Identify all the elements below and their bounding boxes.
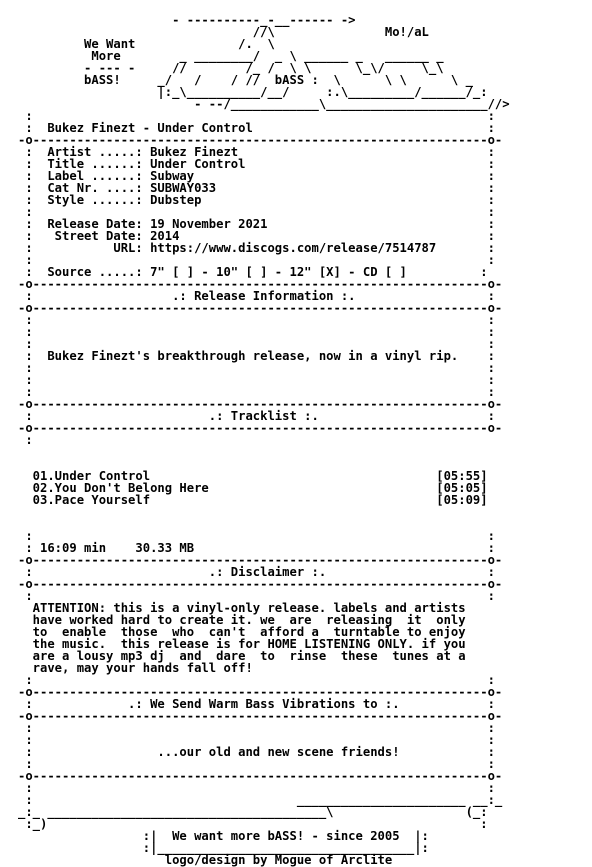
nfo-line: -o--------------------------------------------------------------o- (18, 769, 503, 783)
nfo-line: 02.You Don't Belong Here [05:05] (18, 481, 488, 495)
nfo-line: : : (18, 589, 495, 603)
nfo-line: : (18, 433, 33, 447)
nfo-line: We Want /. \ (18, 37, 275, 51)
nfo-line: : .: Disclaimer :. : (18, 565, 495, 579)
nfo-line: : Cat Nr. ....: SUBWAY033 : (18, 181, 495, 195)
nfo-line: the music. this release is for HOME LISTENING ONLY. if you (18, 637, 466, 651)
nfo-line: :_) : (18, 817, 488, 831)
nfo-line: to enable those who can't afford a turntable to enjoy (18, 625, 466, 639)
nfo-line: : .: We Send Warm Bass Vibrations to :. : (18, 697, 495, 711)
nfo-line: -o--------------------------------------------------------------o- (18, 709, 503, 723)
nfo-line: : : (18, 385, 495, 399)
nfo-line: : ...our old and new scene friends! : (18, 745, 495, 759)
nfo-line: : : (18, 373, 495, 387)
nfo-line: bASS! _/ / / // bASS : \ \ \ \ _ (18, 73, 473, 87)
nfo-line: //\ Mo!/aL (18, 25, 429, 39)
nfo-line: More _ ________/ _ \ ______ _ ______ _ (18, 49, 444, 63)
nfo-line: have worked hard to create it. we are releasing it only (18, 613, 466, 627)
nfo-line: - --/____________\______________________//> (18, 97, 510, 111)
nfo-line: : Style ......: Dubstep : (18, 193, 495, 207)
nfo-line: : : (18, 733, 495, 747)
nfo-line: : .: Release Information :. : (18, 289, 495, 303)
nfo-line: 03.Pace Yourself [05:09] (18, 493, 488, 507)
nfo-line: |:_\__________/__/ :.\_________/______/_: (18, 85, 488, 99)
nfo-line: : : (18, 205, 495, 219)
nfo-line: _:_ ______________________________________\ (_: (18, 805, 488, 819)
nfo-line: : : (18, 313, 495, 327)
nfo-line: - --- - // /_ / \ \ \_\/ \_\ (18, 61, 444, 75)
nfo-line: -o--------------------------------------------------------------o- (18, 277, 503, 291)
nfo-line: : Street Date: 2014 : (18, 229, 495, 243)
nfo-line: :|___________________________________|: (18, 841, 429, 855)
nfo-line: - ----------_-__------ -> (18, 13, 356, 27)
nfo-text (18, 14, 510, 866)
nfo-line: : _______________________ __:_ (18, 793, 503, 807)
nfo-line: :| We want more bASS! - since 2005 |: (18, 829, 429, 843)
nfo-line: : : (18, 529, 495, 543)
nfo-line: : : (18, 337, 495, 351)
nfo-line: : : (18, 361, 495, 375)
nfo-line: : Bukez Finezt's breakthrough release, now in a vinyl rip. : (18, 349, 495, 363)
nfo-line: : Title ......: Under Control : (18, 157, 495, 171)
nfo-line: -o--------------------------------------------------------------o- (18, 421, 503, 435)
nfo-line: : : (18, 109, 495, 123)
nfo-line: : URL: https://www.discogs.com/release/7514787 : (18, 241, 495, 255)
nfo-line: : Release Date: 19 November 2021 : (18, 217, 495, 231)
nfo-line: : Source .....: 7" [ ] - 10" [ ] - 12" [X] - CD [ ] : (18, 265, 488, 279)
nfo-line: : .: Tracklist :. : (18, 409, 495, 423)
nfo-line: -o--------------------------------------------------------------o- (18, 553, 503, 567)
nfo-line: : : (18, 781, 495, 795)
nfo-line: : 16:09 min 30.33 MB : (18, 541, 495, 555)
nfo-line: : : (18, 253, 495, 267)
nfo-line: : Bukez Finezt - Under Control : (18, 121, 495, 135)
nfo-line: -o--------------------------------------------------------------o- (18, 397, 503, 411)
nfo-line: : : (18, 757, 495, 771)
nfo-line: -o--------------------------------------------------------------o- (18, 577, 503, 591)
nfo-line: : : (18, 325, 495, 339)
nfo-line: : Label ......: Subway : (18, 169, 495, 183)
nfo-line: -o--------------------------------------------------------------o- (18, 133, 503, 147)
nfo-line: rave, may your hands fall off! (18, 661, 253, 675)
nfo-line: : Artist .....: Bukez Finezt : (18, 145, 495, 159)
nfo-line: -o--------------------------------------------------------------o- (18, 685, 503, 699)
nfo-line: -o--------------------------------------------------------------o- (18, 301, 503, 315)
nfo-line: 01.Under Control [05:55] (18, 469, 488, 483)
nfo-line: logo/design by Mogue of Arclite (18, 853, 393, 867)
nfo-line: : : (18, 673, 495, 687)
nfo-line: ATTENTION: this is a vinyl-only release. labels and artists (18, 601, 466, 615)
nfo-line: are a lousy mp3 dj and dare to rinse these tunes at a (18, 649, 466, 663)
nfo-line: : : (18, 721, 495, 735)
